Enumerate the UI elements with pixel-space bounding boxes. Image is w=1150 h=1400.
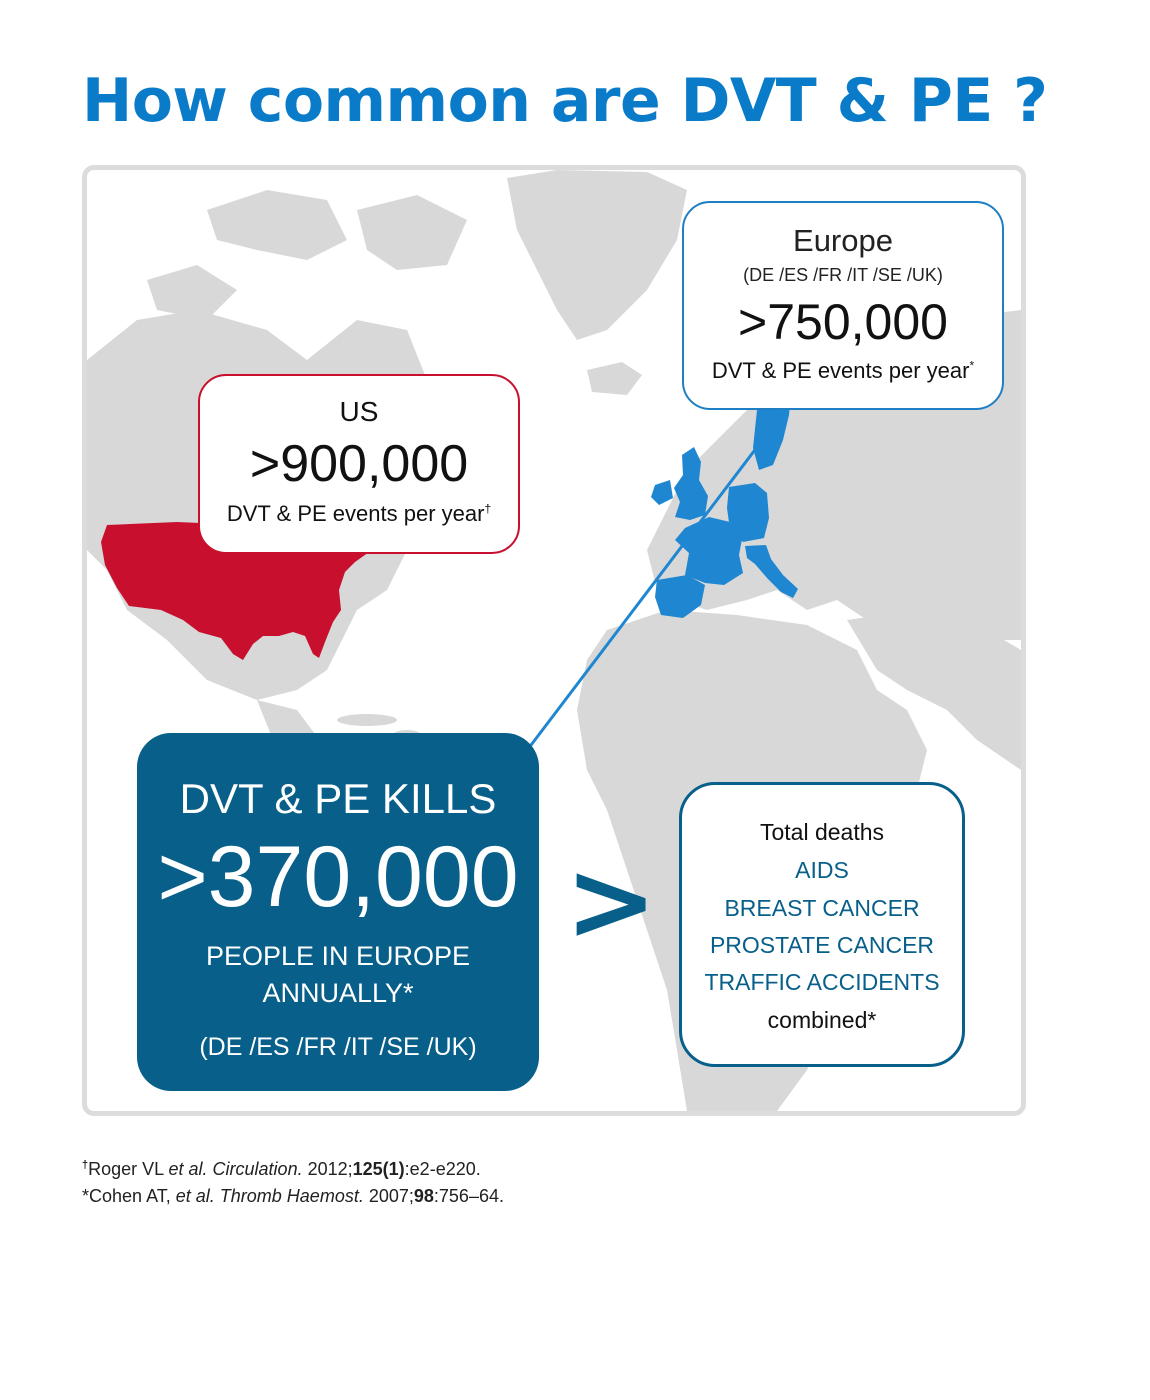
us-dagger-mark: †	[484, 501, 492, 516]
us-events-caption: DVT & PE events per year†	[226, 501, 492, 526]
kills-stat-card	[137, 733, 539, 1091]
deaths-outro: combined*	[767, 1007, 877, 1033]
cause-traffic-accidents: TRAFFIC ACCIDENTS	[704, 969, 940, 995]
map-panel	[82, 165, 1026, 1116]
ireland-highlight	[651, 480, 673, 505]
caribbean-island	[337, 714, 397, 726]
greenland-landmass	[507, 170, 687, 340]
europe-region-label: Europe	[793, 223, 893, 258]
us-stat-card	[198, 374, 520, 554]
page-title: How common are DVT & PE ?	[82, 66, 1048, 136]
kills-line-1: PEOPLE IN EUROPE	[205, 941, 471, 971]
reference-mark: †	[82, 1159, 89, 1171]
us-region-label: US	[339, 396, 379, 427]
arctic-islands	[147, 190, 467, 320]
kills-line-2: ANNUALLY*	[262, 978, 414, 1008]
europe-stat-card	[682, 201, 1004, 410]
europe-asterisk-mark: *	[969, 358, 975, 373]
kills-countries: (DE /ES /FR /IT /SE /UK)	[199, 1033, 477, 1061]
europe-events-figure: >750,000	[738, 294, 948, 350]
europe-countries: (DE /ES /FR /IT /SE /UK)	[743, 265, 943, 285]
cause-aids: AIDS	[795, 857, 849, 883]
spain-highlight	[655, 575, 705, 618]
deaths-intro: Total deaths	[759, 819, 885, 845]
greater-than-symbol: >	[565, 837, 658, 965]
reference-mark: *	[82, 1186, 90, 1206]
references	[82, 1152, 504, 1210]
kills-figure: >370,000	[157, 829, 519, 925]
deaths-comparison-card	[679, 782, 965, 1067]
cause-prostate-cancer: PROSTATE CANCER	[709, 932, 935, 958]
us-events-figure: >900,000	[249, 435, 469, 493]
iceland-landmass	[587, 362, 642, 395]
reference-item: *Cohen AT, et al. Thromb Haemost. 2007;98:756–64.	[82, 1186, 504, 1206]
reference-item: †Roger VL et al. Circulation. 2012;125(1):e2-e220.	[82, 1159, 481, 1179]
europe-events-caption: DVT & PE events per year*	[711, 358, 975, 383]
cause-breast-cancer: BREAST CANCER	[724, 895, 920, 921]
kills-heading: DVT & PE KILLS	[179, 775, 497, 822]
